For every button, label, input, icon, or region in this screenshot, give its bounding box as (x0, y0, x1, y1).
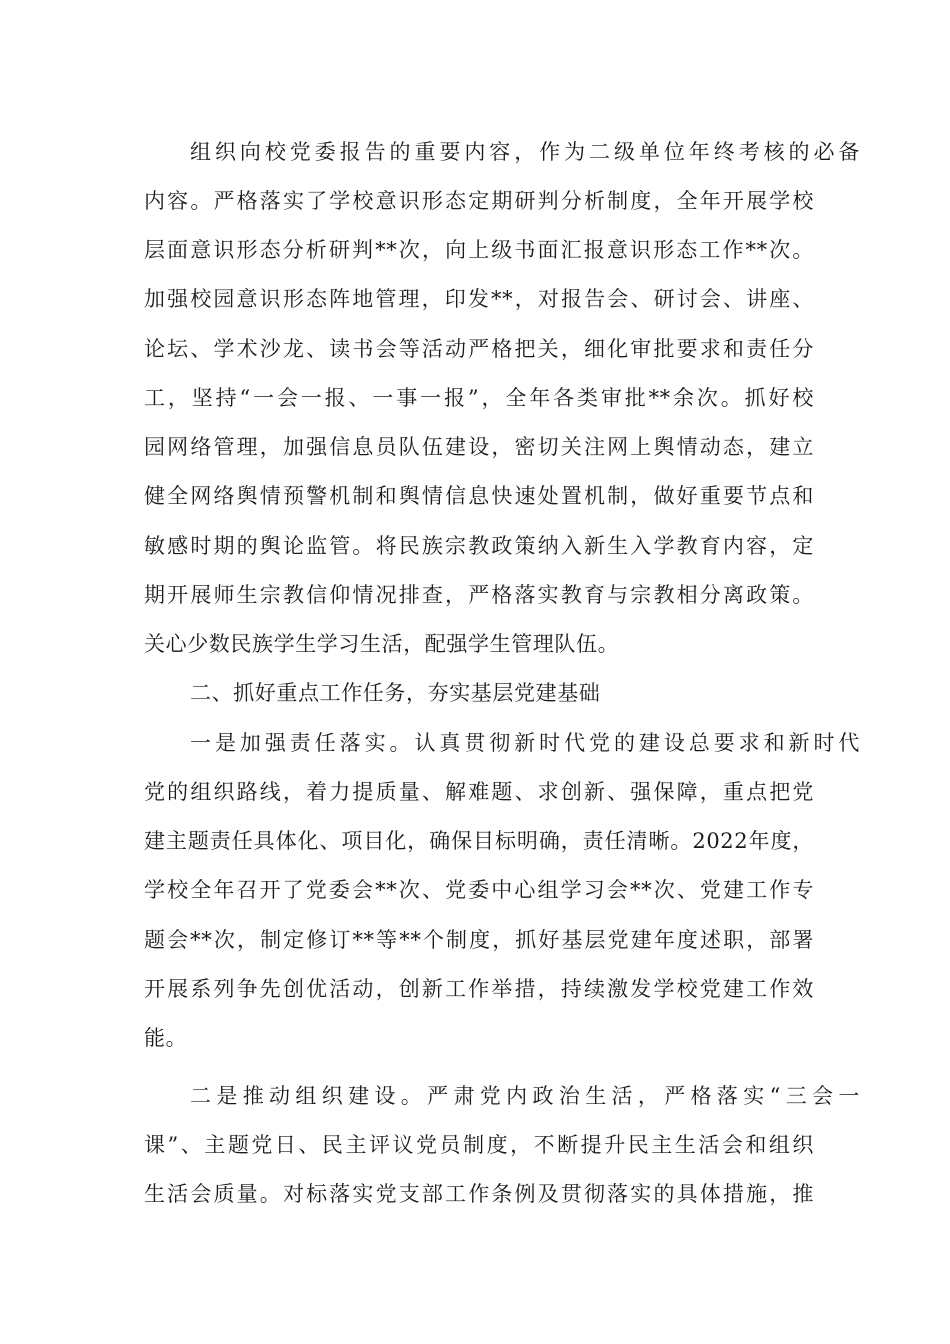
paragraph-line: 建主题责任具体化、项目化，确保目标明确，责任清晰。2022年度， (144, 829, 814, 853)
paragraph-line: 园网络管理，加强信息员队伍建设，密切关注网上舆情动态，建立 (144, 435, 814, 459)
paragraph-line: 层面意识形态分析研判**次，向上级书面汇报意识形态工作**次。 (144, 238, 814, 262)
section-heading: 二、抓好重点工作任务，夯实基层党建基础 (190, 681, 601, 705)
paragraph-line: 加强校园意识形态阵地管理，印发**，对报告会、研讨会、讲座、 (144, 287, 814, 311)
paragraph-line: 课”、主题党日、民主评议党员制度，不断提升民主生活会和组织 (144, 1133, 814, 1157)
paragraph-line: 内容。严格落实了学校意识形态定期研判分析制度，全年开展学校 (144, 189, 814, 213)
paragraph-line: 题会**次，制定修订**等**个制度，抓好基层党建年度述职，部署 (144, 928, 814, 952)
paragraph-line: 一是加强责任落实。认真贯彻新时代党的建设总要求和新时代 (190, 731, 860, 755)
paragraph-line: 论坛、学术沙龙、读书会等活动严格把关，细化审批要求和责任分 (144, 337, 814, 361)
paragraph-line: 健全网络舆情预警机制和舆情信息快速处置机制，做好重要节点和 (144, 484, 814, 508)
paragraph-line: 工，坚持“一会一报、一事一报”，全年各类审批**余次。抓好校 (144, 386, 814, 410)
paragraph-line: 学校全年召开了党委会**次、党委中心组学习会**次、党建工作专 (144, 878, 814, 902)
paragraph-line: 生活会质量。对标落实党支部工作条例及贯彻落实的具体措施，推 (144, 1182, 814, 1206)
paragraph-line: 敏感时期的舆论监管。将民族宗教政策纳入新生入学教育内容，定 (144, 534, 814, 558)
paragraph-line: 关心少数民族学生学习生活，配强学生管理队伍。 (144, 632, 620, 656)
paragraph-line: 二是推动组织建设。严肃党内政治生活，严格落实“三会一 (190, 1084, 860, 1108)
paragraph-line: 党的组织路线，着力提质量、解难题、求创新、强保障，重点把党 (144, 780, 814, 804)
paragraph-line: 能。 (144, 1026, 188, 1050)
paragraph-line: 开展系列争先创优活动，创新工作举措，持续激发学校党建工作效 (144, 977, 814, 1001)
paragraph-line: 组织向校党委报告的重要内容，作为二级单位年终考核的必备 (190, 140, 860, 164)
paragraph-line: 期开展师生宗教信仰情况排查，严格落实教育与宗教相分离政策。 (144, 583, 814, 607)
